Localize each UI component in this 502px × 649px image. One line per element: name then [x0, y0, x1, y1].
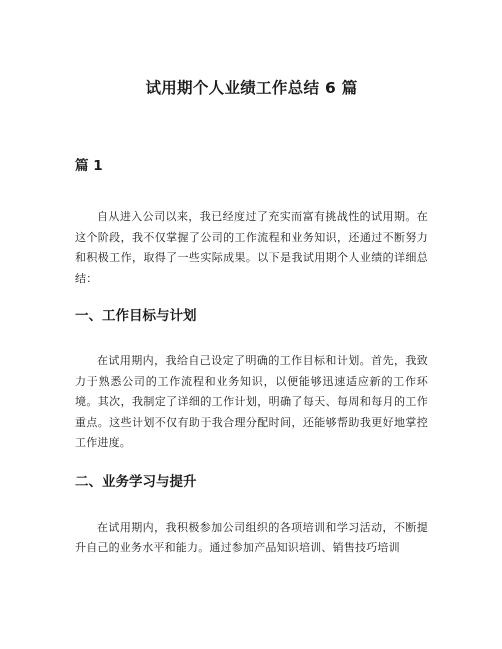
- section-heading-study: 二、业务学习与提升: [75, 473, 197, 490]
- document-title: 试用期个人业绩工作总结 6 篇: [145, 79, 358, 97]
- section-heading-goals: 一、工作目标与计划: [75, 308, 197, 324]
- intro-paragraph: 自从进入公司以来，我已经度过了充实而富有挑战性的试用期。在这个阶段，我不仅掌握了公司的工作流程和业务知识，还通过不断努力和积极工作，取得了一些实际成果。以下是我试用期个人业绩的详细总结：: [75, 210, 428, 285]
- section-paragraph-goals: 在试用期内，我给自己设定了明确的工作目标和计划。首先，我致力于熟悉公司的工作流程和业务知识，以便能够迅速适应新的工作环境。其次，我制定了详细的工作计划，明确了每天、每周和每月的工作重点。这些计划不仅有助于我合理分配时间，还能够帮助我更好地掌控工作进度。: [75, 354, 428, 449]
- part-heading: 篇 1: [75, 158, 103, 174]
- section-paragraph-study: 在试用期内，我积极参加公司组织的各项培训和学习活动，不断提升自己的业务水平和能力。通过参加产品知识培训、销售技巧培训: [75, 520, 428, 554]
